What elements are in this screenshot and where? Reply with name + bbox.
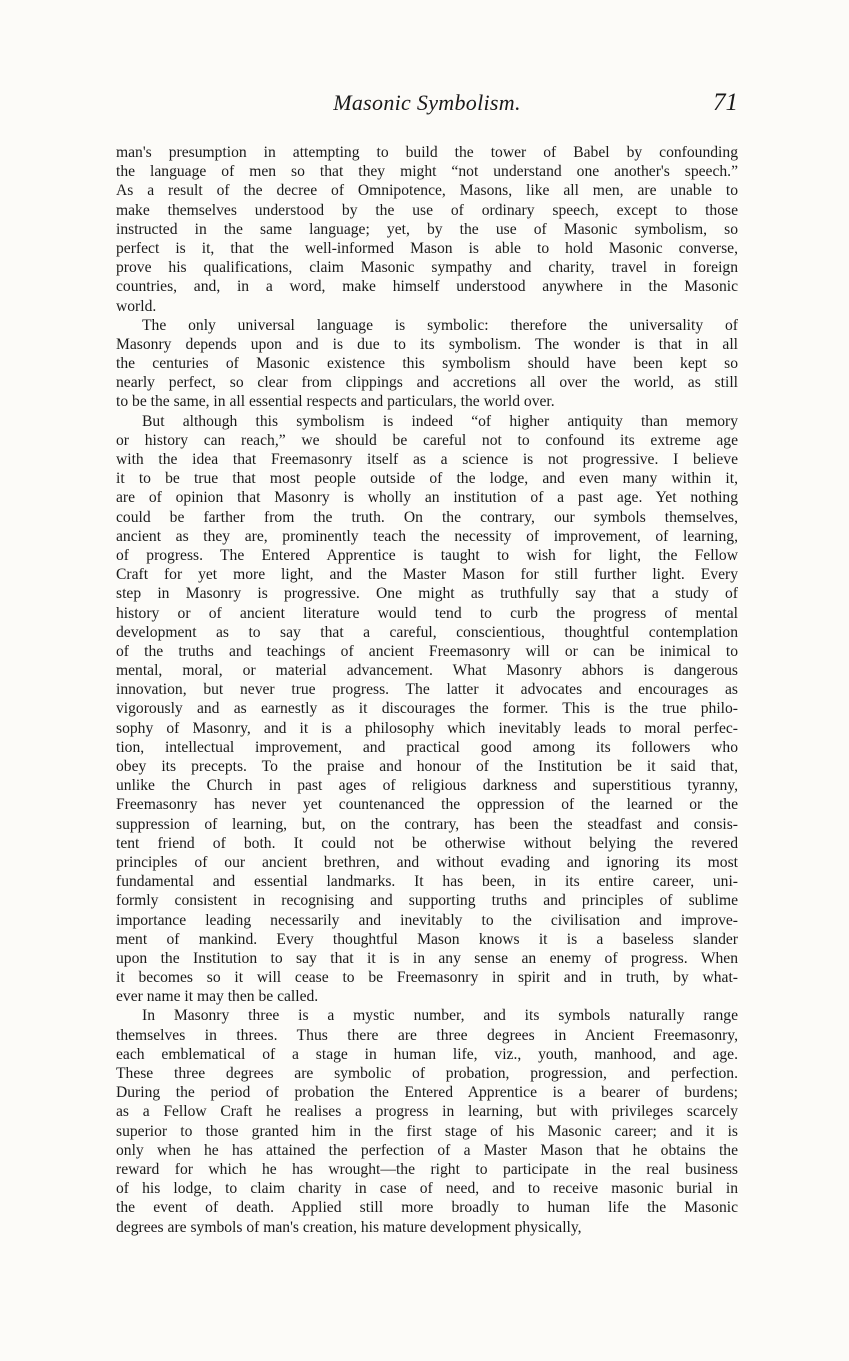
text-line: sophy of Masonry, and it is a philosophy which inevitably leads to moral perfec- (116, 719, 738, 737)
text-line: of his lodge, to claim charity in case of need, and to receive masonic burial in (116, 1180, 738, 1198)
text-line: it to be true that most people outside of the lodge, and even many within it, (116, 470, 738, 488)
text-line: innovation, but never true progress. The latter it advocates and encourages as (116, 681, 738, 699)
text-line: But although this symbolism is indeed “of higher antiquity than memory (142, 412, 738, 430)
page-number: 71 (713, 89, 738, 116)
text-line: suppression of learning, but, on the contrary, has been the steadfast and consis- (116, 815, 738, 833)
text-line: formly consistent in recognising and supporting truths and principles of sublime (116, 892, 738, 910)
text-line: ancient as they are, prominently teach the necessity of improvement, of learning, (116, 527, 738, 545)
text-line: history or of ancient literature would tend to curb the progress of mental (116, 604, 738, 622)
text-line: superior to those granted him in the first stage of his Masonic career; and it is (116, 1122, 738, 1140)
text-line: Masonry depends upon and is due to its symbolism. The wonder is that in all (116, 335, 738, 353)
text-line: reward for which he has wrought—the right to participate in the real business (116, 1160, 738, 1178)
text-line: mental, moral, or material advancement. What Masonry abhors is dangerous (116, 662, 738, 680)
running-title: Masonic Symbolism. (333, 90, 521, 115)
paragraph (116, 316, 738, 412)
text-line: fundamental and essential landmarks. It has been, in its entire career, uni- (116, 873, 738, 891)
text-line: In Masonry three is a mystic number, and its symbols naturally range (142, 1007, 738, 1025)
paragraph (116, 412, 738, 1007)
text-line: unlike the Church in past ages of religious darkness and superstitious tyranny, (116, 777, 738, 795)
text-line: ment of mankind. Every thoughtful Mason knows it is a baseless slander (116, 930, 738, 948)
text-line: tent friend of both. It could not be otherwise without belying the revered (116, 834, 738, 852)
text-line: development as to say that a careful, conscientious, thoughtful contemplation (116, 623, 738, 641)
text-line: of progress. The Entered Apprentice is taught to wish for light, the Fellow (116, 546, 738, 564)
text-line: prove his qualifications, claim Masonic sympathy and charity, travel in foreign (116, 259, 738, 277)
text-line: These three degrees are symbolic of probation, progression, and perfection. (116, 1065, 738, 1082)
text-line: upon the Institution to say that it is in any sense an enemy of progress. When (116, 949, 738, 967)
text-line: each emblematical of a stage in human life, viz., youth, manhood, and age. (116, 1045, 738, 1063)
paragraph (116, 1006, 738, 1236)
text-line: only when he has attained the perfection of a Master Mason that he obtains the (116, 1141, 738, 1159)
text-line: Craft for yet more light, and the Master Mason for still further light. Every (116, 566, 738, 584)
text-line: ever name it may then be called. (116, 988, 319, 1006)
running-head (116, 88, 738, 122)
text-line: the event of death. Applied still more broadly to human life the Masonic (116, 1199, 738, 1217)
body-text (116, 143, 738, 1237)
text-line: obey its precepts. To the praise and honour of the Institution be it said that, (116, 758, 738, 775)
text-line: with the idea that Freemasonry itself as a science is not progressive. I believe (116, 451, 738, 468)
text-line: world. (116, 297, 157, 315)
text-line: the centuries of Masonic existence this symbolism should have been kept so (116, 355, 738, 373)
text-line: make themselves understood by the use of ordinary speech, except to those (116, 201, 738, 219)
text-line: tion, intellectual improvement, and practical good among its followers who (116, 738, 738, 756)
text-line: of the truths and teachings of ancient Freemasonry will or can be inimical to (116, 642, 738, 660)
text-line: man's presumption in attempting to build the tower of Babel by confounding (116, 144, 738, 161)
text-line: to be the same, in all essential respects and particulars, the world over. (116, 393, 555, 411)
text-line: themselves in threes. Thus there are three degrees in Ancient Freemasonry, (116, 1026, 738, 1044)
text-line: Freemasonry has never yet countenanced the oppression of the learned or the (116, 796, 738, 814)
text-line: principles of our ancient brethren, and without evading and ignoring its most (116, 853, 738, 871)
text-line: degrees are symbols of man's creation, his mature development physically, (116, 1218, 582, 1236)
text-line: instructed in the same language; yet, by the use of Masonic symbolism, so (116, 220, 738, 238)
text-line: or history can reach,” we should be careful not to confound its extreme age (116, 431, 738, 449)
text-line: as a Fellow Craft he realises a progress in learning, but with privileges scarcely (116, 1103, 738, 1121)
text-line: could be farther from the truth. On the contrary, our symbols themselves, (116, 508, 738, 526)
text-line: countries, and, in a word, make himself understood anywhere in the Masonic (116, 278, 738, 296)
paragraph (116, 143, 738, 316)
text-line: step in Masonry is progressive. One might as truthfully say that a study of (116, 585, 738, 603)
text-line: nearly perfect, so clear from clippings and accretions all over the world, as still (116, 374, 738, 392)
text-line: The only universal language is symbolic: therefore the universality of (142, 316, 738, 334)
text-line: vigorously and as earnestly as it discourages the former. This is the true philo- (116, 700, 738, 718)
text-line: it becomes so it will cease to be Freemasonry in spirit and in truth, by what- (116, 969, 738, 987)
text-line: importance leading necessarily and inevitably to the civilisation and improve- (116, 911, 738, 929)
text-line: are of opinion that Masonry is wholly an institution of a past age. Yet nothing (116, 489, 738, 507)
text-line: During the period of probation the Entered Apprentice is a bearer of burdens; (116, 1084, 738, 1102)
text-line: As a result of the decree of Omnipotence, Masons, like all men, are unable to (116, 182, 738, 200)
text-line: perfect is it, that the well-informed Mason is able to hold Masonic converse, (116, 239, 738, 257)
text-line: the language of men so that they might “not understand one another's speech.” (116, 163, 738, 181)
